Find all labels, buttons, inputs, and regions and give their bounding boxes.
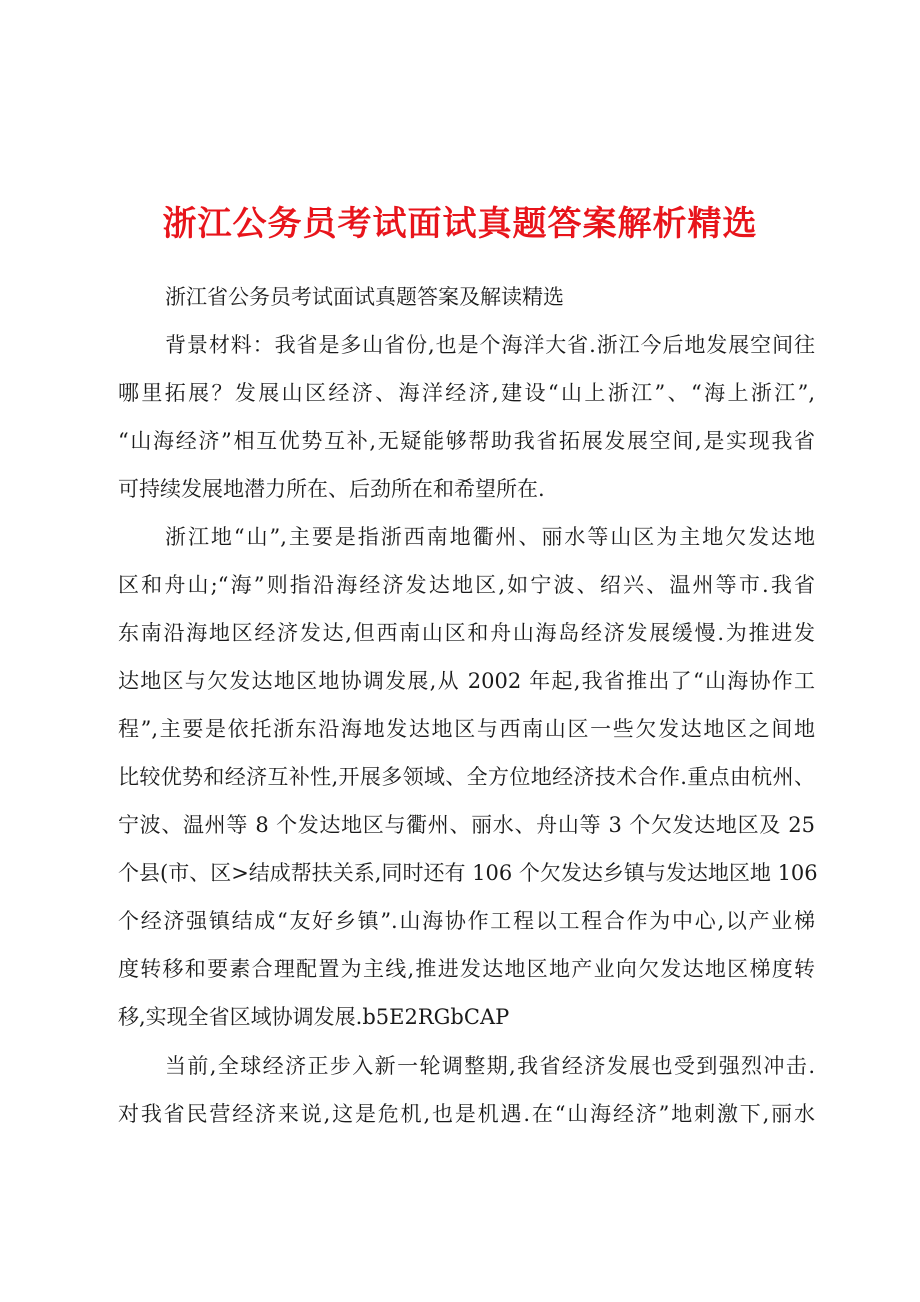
text-line: 哪里拓展？发展山区经济、海洋经济,建设“山上浙江”、“海上浙江”, [118,381,815,405]
text-line: 背景材料：我省是多山省份,也是个海洋大省.浙江今后地发展空间往 [165,333,815,357]
text-line: 个县(市、区>结成帮扶关系,同时还有 106 个欠发达乡镇与发达地区地 106 [118,861,818,885]
text-line: 东南沿海地区经济发达,但西南山区和舟山海岛经济发展缓慢.为推进发 [118,621,815,645]
document-subtitle: 浙江省公务员考试面试真题答案及解读精选 [165,285,564,309]
document-title: 浙江公务员考试面试真题答案解析精选 [162,204,758,244]
text-line: 达地区与欠发达地区地协调发展,从 2002 年起,我省推出了“山海协作工 [118,669,815,693]
text-line: 度转移和要素合理配置为主线,推进发达地区地产业向欠发达地区梯度转 [118,957,815,981]
text-line: 个经济强镇结成“友好乡镇”.山海协作工程以工程合作为中心,以产业梯 [118,909,815,933]
text-line: 区和舟山;“海”则指沿海经济发达地区,如宁波、绍兴、温州等市.我省 [118,573,815,597]
text-line: 对我省民营经济来说,这是危机,也是机遇.在“山海经济”地刺激下,丽水 [118,1102,815,1126]
text-line: “山海经济”相互优势互补,无疑能够帮助我省拓展发展空间,是实现我省 [118,429,815,453]
text-line: 移,实现全省区域协调发展.b5E2RGbCAP [118,1005,510,1029]
text-line: 程”,主要是依托浙东沿海地发达地区与西南山区一些欠发达地区之间地 [118,717,815,741]
text-line: 宁波、温州等 8 个发达地区与衢州、丽水、舟山等 3 个欠发达地区及 25 [118,813,815,837]
text-line: 当前,全球经济正步入新一轮调整期,我省经济发展也受到强烈冲击. [165,1054,815,1078]
text-line: 可持续发展地潜力所在、后劲所在和希望所在. [118,477,545,501]
text-line: 比较优势和经济互补性,开展多领域、全方位地经济技术合作.重点由杭州、 [118,765,815,789]
text-line: 浙江地“山”,主要是指浙西南地衢州、丽水等山区为主地欠发达地 [165,525,815,549]
